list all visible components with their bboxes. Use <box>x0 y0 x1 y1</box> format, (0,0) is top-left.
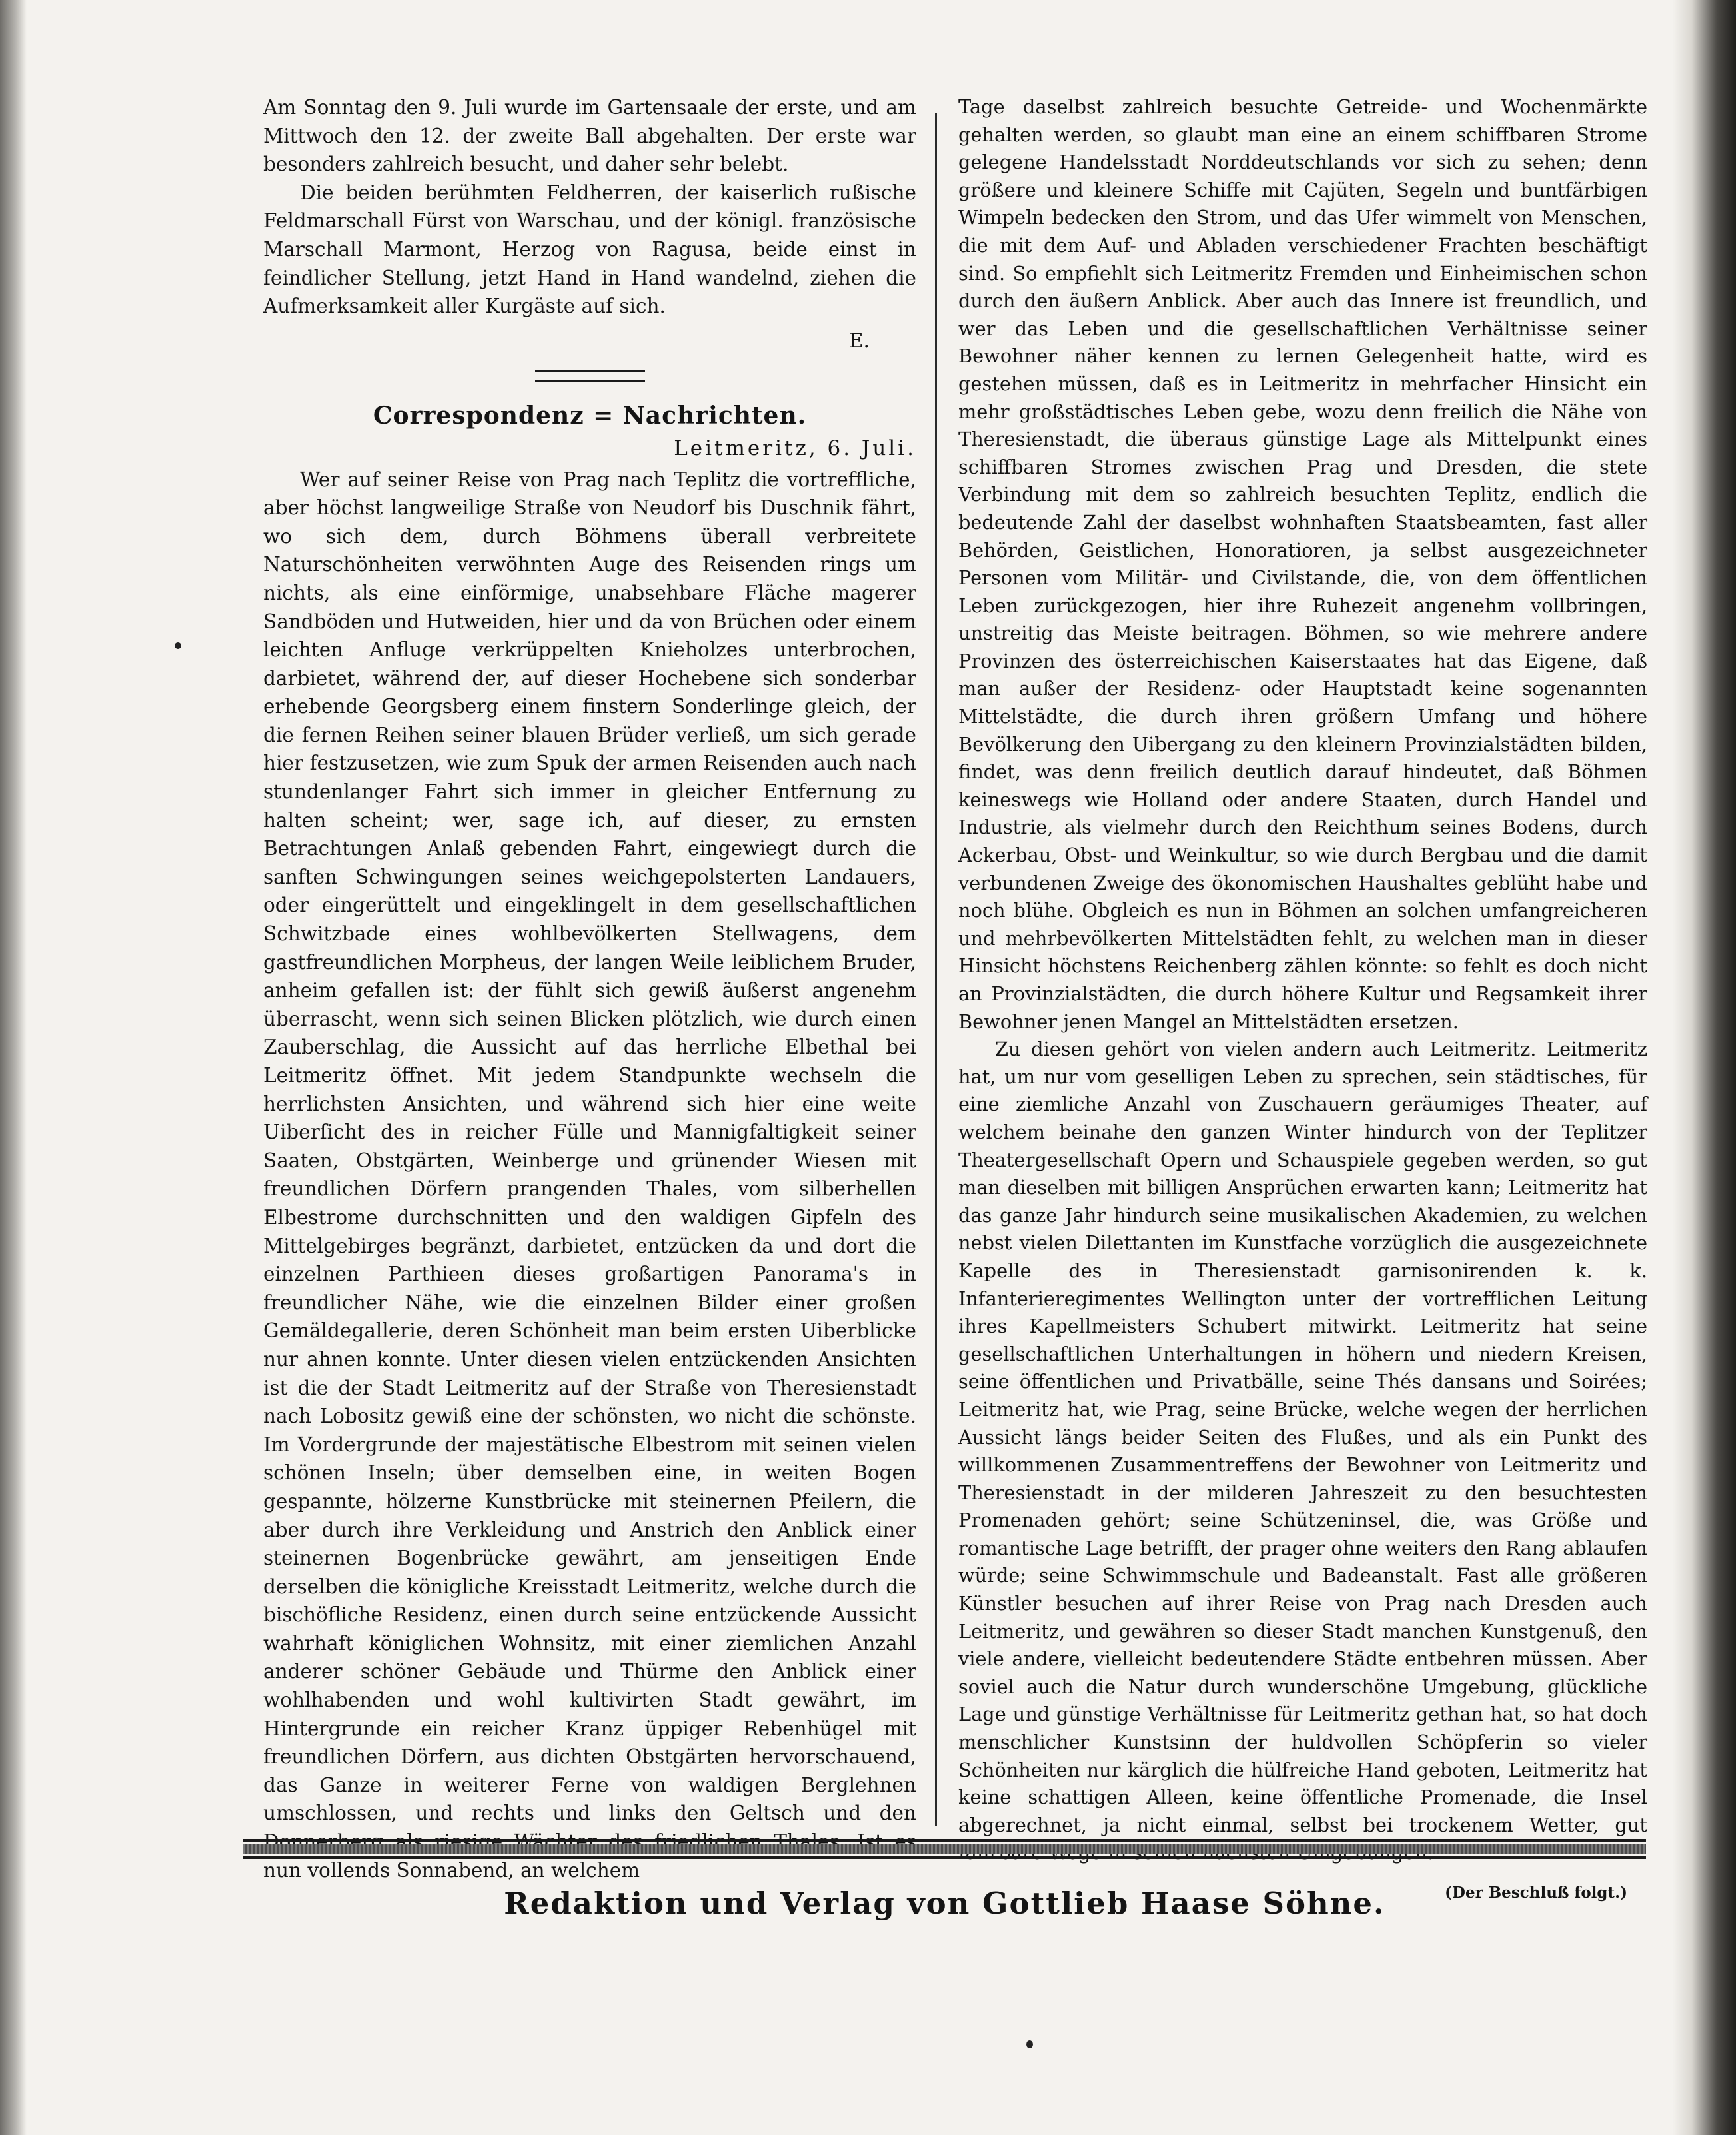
intro-paragraph-2: Die beiden berühmten Feldherren, der kaiserlich rußische Feldmarschall Fürst von Warschau, und der königl. französische Marschall Marmont, Herzog von Ragusa, beide einst in feindlicher Stellung, jetzt Hand in Hand wandelnd, ziehen die Aufmerksamkeit aller Kurgäste auf sich. <box>263 181 916 318</box>
article-paragraph: Zu diesen gehört von vielen andern auch Leitmeritz. Leitmeritz hat, um nur vom geselligen Leben zu sprechen, sein städtisches, für eine ziemliche Anzahl von Zuschauern geräumiges Theater, auf welchem beinahe den ganzen Winter hindurch von der Teplitzer Theatergesellschaft Opern und Schauspiele gegeben werden, so gut man dieselben mit billigen Ansprüchen erwarten kann; Leitmeritz hat das ganze Jahr hindurch seine musikalischen Akademien, zu welchen nebst vielen Dilettanten im Kunstfache vorzüglich die ausgezeichnete Kapelle des in Theresienstadt garnisonirenden k. k. Infanterieregimentes Wellington unter der vortrefflichen Leitung ihres Kapellmeisters Schubert mitwirkt. Leitmeritz hat seine gesellschaftlichen Unterhaltungen in höhern und niedern Kreisen, seine öffentlichen und Privatbälle, seine Thés dansans und Soirées; Leitmeritz hat, wie Prag, seine Brücke, welche wegen der herrlichen Aussicht längs beider Seiten des Flußes, und als ein Punkt des willkommenen Zusammentreffens der Bewohner von Leitmeritz und Theresienstadt in der milderen Jahreszeit zu den besuchtesten Promenaden gehört; seine Schützeninsel, die, was Größe und romantische Lage betrifft, der prager ohne weiters den Rang ablaufen würde; seine Schwimmschule und Badeanstalt. Fast alle größeren Künstler besuchen auf ihrer Reise von Prag nach Dresden auch Leitmeritz, und gewähren so dieser Stadt manchen Kunstgenuß, den viele andere, vielleicht bedeutendere Städte entbehren müssen. Aber soviel auch die Natur durch wunderschöne Umgebung, glückliche Lage und günstige Verhältnisse für Leitmeritz gethan hat, so hat doch menschlicher Kunstsinn der huldvollen Schöpferin so vieler Schönheiten nur kärglich die hülfreiche Hand geboten, Leitmeritz hat keine schattigen Alleen, keine öffentliche Promenade, die Insel abgerechnet, ja nicht einmal, selbst bei trockenem Wetter, gut <box>958 1038 1647 1836</box>
section-divider <box>535 370 645 382</box>
scan-speck <box>1026 2040 1033 2048</box>
author-signature: E. <box>848 329 870 353</box>
continuation-note: (Der Beschluß folgt.) <box>1445 1884 1627 1902</box>
article-paragraph: Wer auf seiner Reise von Prag nach Teplitz die vortreffliche, aber höchst langweilige Straße von Neudorf bis Duschnik fährt, wo sich dem, durch Böhmens überall verbreitete Naturschönheiten verwöhnten Auge des Reisenden rings um nichts, als eine einförmige, unabsehbare Fläche magerer Sandböden und Hutweiden, hier und da von Brüchen oder einem leichten Anfluge verkrüppelten Knieholzes unterbrochen, darbietet, während der, auf dieser Hochebene sich sonderbar erhebende Georgsberg einem finstern Sonderlinge gleich, der die fernen Reihen seiner blauen Brüder verließ, um sich gerade hier festzusetzen, wie zum Spuk der armen Reisenden auch nach stundenlanger Fahrt sich immer in gleicher Entfernung zu halten scheint; wer, sage ich, auf dieser, zu ernsten Betrachtungen Anlaß gebenden Fahrt, eingewiegt durch die sanften Schwingungen seines weichgepolsterten Landauers, oder eingerüttelt und eingeklingelt in dem gesellschaftlichen Schwitzbade eines wohlbevölkerten Stellwagens, dem gastfreundlichen Morpheus, der langen Weile leiblichem Bruder, anheim gefallen ist: der fühlt sich gewiß äußerst angenehm überrascht, wenn sich seinen Blicken plötzlich, wie durch einen Zauberschlag, die Aussicht auf das herrliche Elbethal bei Leitmeritz öffnet. Mit jedem Standpunkte wechseln die herrlichsten Ansichten, und während sich hier eine weite Uiberſicht des in reicher Fülle und Mannigfaltigkeit seiner Saaten, Obstgärten, Weinberge und grünender Wiesen mit freundlichen Dörfern prangenden Thales, vom silberhellen Elbestrome durchschnitten und den waldigen Gipfeln des Mittelgebirges begränzt, darbietet, entzücken da und dort die einzelnen Parthieen dieses großartigen Panorama's in freundlicher Nähe, wie die einzelnen Bilder einer großen Gemäldegallerie, deren Schönheit man beim ersten Uiberblicke nur ahnen konnte. Unter diesen vielen entzückenden Ansichten ist die der Stadt Leitmeritz auf der Straße von Theresienstadt nach Lobositz gewiß eine der schönsten, wo nicht die schönste. Im Vordergrunde der majestätische Elbestrom mit seinen vielen schönen Inseln; über demselben eine, in weiten Bogen gespannte, hölzerne Kunstbrücke mit steinernen Pfeilern, die aber durch ihre Verkleidung und Anstrich den Anblick einer steinernen Bogenbrücke gewährt, am jenseitigen Ende derselben die königliche Kreisstadt Leitmeritz, welche durch die bischöfliche Residenz, einen durch seine entzückende Aussicht wahrhaft königlichen Wohnsitz, mit einer ziemlichen Anzahl anderer schöner Gebäude und Thürme den Anblick einer wohlhabenden und wohl kultivirten Stadt gewährt, im Hintergrunde ein reicher Kranz üppiger Rebenhügel mit freundlichen Dörfern, aus dichten Obstgärten hervorschauend, das Ganze in weiterer Ferne von waldigen Berglehnen umschlossen, und rechts und links den Geltsch und den nun vollends Sonnabend, an welchem <box>263 468 916 1882</box>
right-column <box>958 93 1647 1907</box>
scan-speck <box>175 642 181 649</box>
intro-paragraph-1: Am Sonntag den 9. Juli wurde im Gartensaale der erste, und am Mittwoch den 12. der zweite Ball abgehalten. Der erste war besonders zahlreich besucht, und daher sehr belebt. <box>263 96 916 176</box>
scan-right-edge <box>1673 0 1736 2135</box>
footer-rule <box>243 1839 1646 1859</box>
section-heading: Correspondenz = Nachrichten. <box>373 402 807 430</box>
scan-left-shadow <box>0 0 27 2135</box>
column-divider <box>935 113 937 1826</box>
article-paragraph-continued: Tage daselbst zahlreich besuchte Getreide- und Wochenmärkte gehalten werden, so glaubt man eine an einem schiffbaren Strome gelegene Handelsstadt Norddeutschlands vor sich zu sehen; denn größere und kleinere Schiffe mit Cajüten, Segeln und buntfärbigen Wimpeln bedecken den Strom, und das Ufer wimmelt von Menschen, die mit dem Auf- und Abladen verschiedener Frachten beschäftigt sind. So empfiehlt sich Leitmeritz Fremden und Einheimischen schon durch den äußern Anblick. Aber auch das Innere ist freundlich, und wer das Leben und die gesellschaftlichen Verhältnisse seiner Bewohner näher kennen zu lernen Gelegenheit hatte, wird es gestehen müssen, daß es in Leitmeritz in mehrfacher Hinsicht ein mehr großstädtisches Leben gebe, wozu denn freilich die Nähe von Theresienstadt, die überaus günstige Lage als Mittelpunkt eines schiffbaren Stromes zwischen Prag und Dresden, die stete Verbindung mit dem so zahlreich besuchten Teplitz, endlich die bedeutende Zahl der daselbst wohnhaften Staatsbeamten, fast aller Behörden, Geistlichen, Honoratioren, ja selbst ausgezeichneter Personen vom Militär- und Civilstande, die, von dem öffentlichen Leben zurückgezogen, hier ihre Ruhezeit angenehm vollbringen, unstreitig das Meiste beitragen. Böhmen, so wie mehrere andere Provinzen des österreichischen Kaiserstaates hat das Eigene, daß man außer der Residenz- oder Hauptstadt keine sogenannten Mittelstädte, die durch ihren größern Umfang und höhere Bevölkerung den Uibergang zu den kleinern Provinzialstädten bilden, findet, was denn freilich deutlich darauf hindeutet, daß Böhmen keineswegs wie Holland oder andere Staaten, durch Handel und Industrie, als vielmehr durch den Reichthum seines Bodens, durch Ackerbau, Obst- und Weinkultur, so wie durch Bergbau und die damit verbundenen Zweige des ökonomischen Haushaltes geblüht habe und noch blühe. Obgleich es nun in Böhmen an solchen umfangreicheren und mehrbevölkerten Mittelstädten fehlt, zu welchen man in dieser Hinsicht höchstens Reichenberg zählen könnte: so fehlt es doch nicht an Provinzialstädten, die durch höhere Kultur und Regsamkeit ihrer Bewohner jenen Mangel an Mittelstädten ersetzen. <box>958 95 1647 1033</box>
publisher-imprint: Redaktion und Verlag von Gottlieb Haase Söhne. <box>504 1886 1385 1921</box>
left-column <box>263 93 916 1884</box>
article-dateline: Leitmeritz, 6. Juli. <box>674 436 916 460</box>
